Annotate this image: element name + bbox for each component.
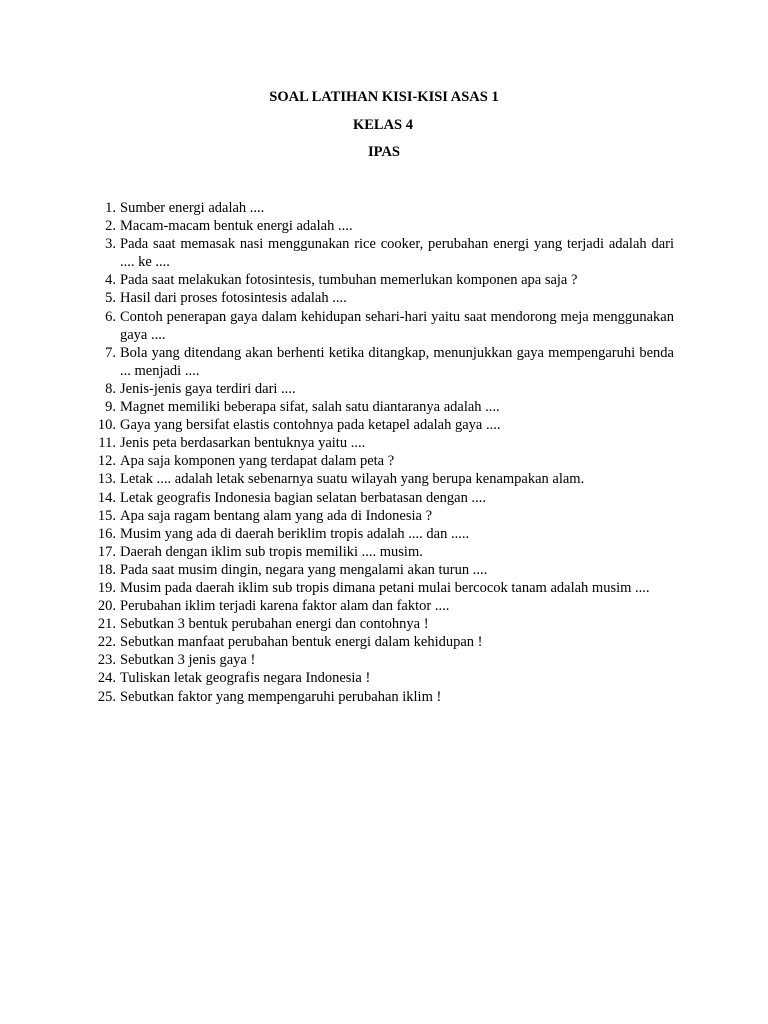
question-text: Magnet memiliki beberapa sifat, salah satu diantaranya adalah ....	[120, 399, 500, 416]
question-item	[96, 199, 674, 217]
question-text: Macam-macam bentuk energi adalah ....	[120, 218, 353, 235]
question-number: 17.	[97, 543, 116, 560]
question-text: Perubahan iklim terjadi karena faktor alam dan faktor ....	[120, 598, 450, 615]
question-number: 2.	[105, 218, 116, 235]
question-item	[96, 416, 674, 434]
question-number: 13.	[97, 471, 116, 488]
question-text: Musim yang ada di daerah beriklim tropis adalah .... dan .....	[120, 525, 470, 542]
question-number: 22.	[97, 634, 116, 651]
question-text: Pada saat memasak nasi menggunakan rice cooker, perubahan energi yang terjadi adalah dari .... ke ....	[120, 236, 674, 271]
question-text: Apa saja ragam bentang alam yang ada di Indonesia ?	[120, 507, 433, 524]
question-item	[96, 452, 674, 470]
question-number: 8.	[105, 380, 116, 397]
question-text: Letak .... adalah letak sebenarnya suatu wilayah yang berupa kenampakan alam.	[120, 471, 585, 488]
question-number: 4.	[105, 272, 116, 289]
question-list	[96, 199, 674, 706]
question-item	[96, 235, 674, 271]
question-text: Daerah dengan iklim sub tropis memiliki .... musim.	[120, 543, 423, 560]
question-text: Bola yang ditendang akan berhenti ketika ditangkap, menunjukkan gaya mempengaruhi benda ... menjadi ....	[120, 344, 674, 379]
question-number: 24.	[97, 670, 116, 687]
question-text: Contoh penerapan gaya dalam kehidupan sehari-hari yaitu saat mendorong meja menggunakan gaya ....	[120, 308, 674, 343]
question-number: 21.	[97, 616, 116, 633]
question-text: Sebutkan 3 jenis gaya !	[120, 652, 256, 669]
question-number: 14.	[97, 489, 116, 506]
question-number: 15.	[97, 507, 116, 524]
question-number: 18.	[97, 561, 116, 578]
question-item	[96, 434, 674, 452]
question-item	[96, 344, 674, 380]
question-number: 3.	[105, 236, 116, 253]
question-text: Musim pada daerah iklim sub tropis dimana petani mulai bercocok tanam adalah musim ....	[120, 579, 650, 596]
question-number: 9.	[105, 399, 116, 416]
question-text: Sumber energi adalah ....	[120, 200, 265, 216]
question-text: Pada saat melakukan fotosintesis, tumbuhan memerlukan komponen apa saja ?	[120, 272, 578, 289]
question-item	[96, 289, 674, 307]
question-item	[96, 651, 674, 669]
question-item	[96, 507, 674, 525]
question-text: Hasil dari proses fotosintesis adalah ....	[120, 290, 347, 307]
question-item	[96, 615, 674, 633]
question-item	[96, 380, 674, 398]
question-text: Gaya yang bersifat elastis contohnya pada ketapel adalah gaya ....	[120, 417, 501, 434]
question-text: Tuliskan letak geografis negara Indonesia !	[120, 670, 371, 687]
question-number: 23.	[97, 652, 116, 669]
question-item	[96, 597, 674, 615]
question-text: Apa saja komponen yang terdapat dalam peta ?	[120, 453, 395, 470]
question-item	[96, 470, 674, 488]
question-text: Jenis peta berdasarkan bentuknya yaitu ....	[120, 435, 366, 452]
question-item	[96, 308, 674, 344]
question-number: 10.	[97, 417, 116, 434]
question-text: Letak geografis Indonesia bagian selatan berbatasan dengan ....	[120, 489, 486, 506]
question-item	[96, 579, 674, 597]
class-level: KELAS 4	[352, 116, 414, 133]
question-number: 20.	[97, 598, 116, 615]
question-text: Jenis-jenis gaya terdiri dari ....	[120, 380, 296, 397]
question-text: Sebutkan manfaat perubahan bentuk energi dalam kehidupan !	[120, 634, 483, 651]
question-number: 25.	[97, 688, 116, 705]
question-number: 1.	[105, 200, 116, 216]
question-text: Sebutkan 3 bentuk perubahan energi dan contohnya !	[120, 616, 429, 633]
question-item	[96, 669, 674, 687]
document-title: SOAL LATIHAN KISI-KISI ASAS 1	[269, 89, 499, 105]
question-item	[96, 561, 674, 579]
question-text: Sebutkan faktor yang mempengaruhi perubahan iklim !	[120, 688, 442, 705]
question-number: 11.	[98, 435, 116, 452]
question-number: 12.	[97, 453, 116, 470]
question-item	[96, 489, 674, 507]
subject-name: IPAS	[368, 144, 400, 160]
question-text: Pada saat musim dingin, negara yang mengalami akan turun ....	[120, 561, 488, 578]
question-item	[96, 688, 674, 706]
document-header	[0, 88, 768, 171]
question-number: 5.	[105, 290, 116, 307]
question-number: 16.	[97, 525, 116, 542]
question-item	[96, 271, 674, 289]
question-item	[96, 217, 674, 235]
question-item	[96, 398, 674, 416]
question-item	[96, 543, 674, 561]
question-number: 19.	[97, 579, 116, 596]
question-number: 6.	[105, 308, 116, 325]
question-item	[96, 525, 674, 543]
question-number: 7.	[105, 344, 116, 361]
question-item	[96, 633, 674, 651]
